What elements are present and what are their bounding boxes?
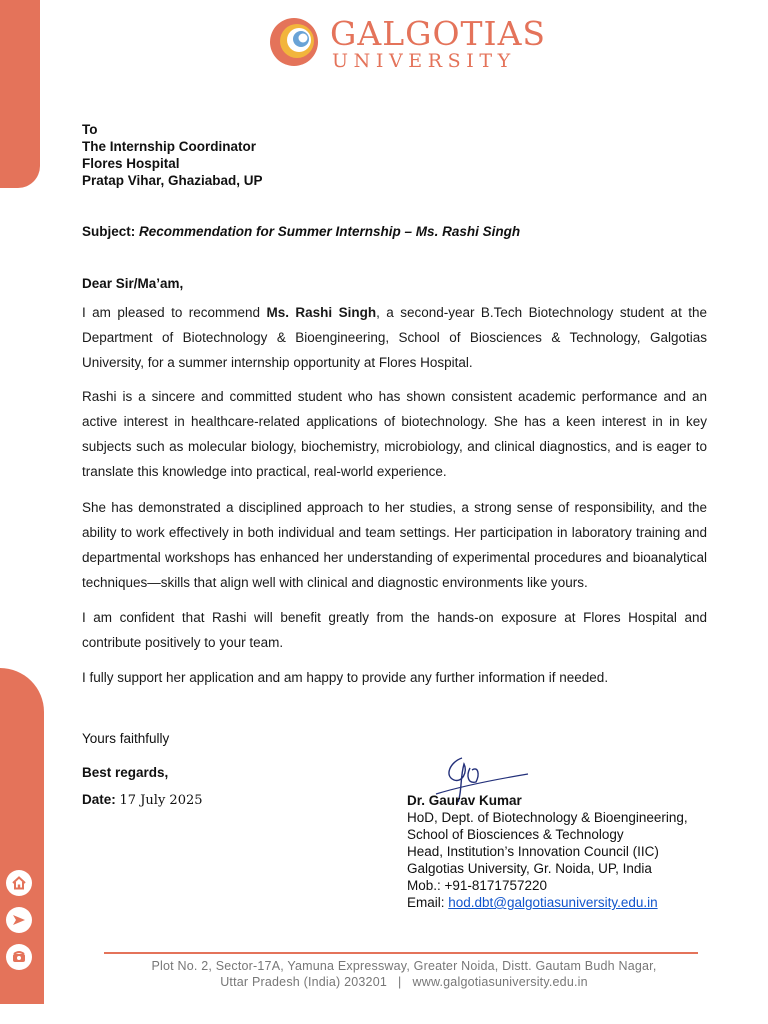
footer-line-2: Uttar Pradesh (India) 203201 | www.galgotiasuniversity.edu.in (220, 975, 588, 989)
university-logo (266, 12, 547, 72)
subject-text: Recommendation for Summer Internship – Ms. Rashi Singh (139, 224, 521, 239)
subject-label: Subject: (82, 224, 140, 239)
body-paragraph-1 (82, 300, 707, 375)
email-link[interactable]: hod.dbt@galgotiasuniversity.edu.in (448, 895, 658, 910)
signatory-block (407, 792, 688, 911)
signatory-title: Galgotias University, Gr. Noida, UP, India (407, 861, 652, 876)
signatory-title: School of Biosciences & Technology (407, 827, 624, 842)
salutation: Dear Sir/Ma’am, (82, 276, 184, 291)
signatory-name: Dr. Gaurav Kumar (407, 793, 522, 808)
signatory-mobile: Mob.: +91-8171757220 (407, 878, 547, 893)
date-label: Date: (82, 792, 116, 807)
recipient-line: The Internship Coordinator (82, 139, 256, 154)
logo-text-galgotias: GALGOTIAS (330, 14, 547, 53)
body-paragraph-3: She has demonstrated a disciplined approach to her studies, a strong sense of responsibility, and the ability to work effectively in both individual and team settings. Her participation in laboratory training and departmental workshops has enhanced her understanding of experimental procedures and bioanalytical techniques—skills that align well with clinical and diagnostic environments like yours. (82, 500, 707, 590)
signatory-title: HoD, Dept. of Biotechnology & Bioengineering, (407, 810, 688, 825)
footer-address (100, 958, 708, 990)
recipient-line: To (82, 122, 98, 137)
signatory-title: Head, Institution’s Innovation Council (IIC) (407, 844, 659, 859)
footer-line-1: Plot No. 2, Sector-17A, Yamuna Expressway, Greater Noida, Distt. Gautam Budh Nagar, (151, 959, 657, 973)
closing-best-regards: Best regards, (82, 765, 169, 780)
p1-text-after: , a second-year B.Tech Biotechnology student at the Department of Biotechnology & Bioengineering, School of Biosciences & Technology, Galgotias University, for a summer internship opportunity at Flores Hospital. (82, 305, 708, 370)
subject-line (82, 224, 520, 239)
date-line (82, 792, 203, 808)
home-icon (6, 870, 32, 896)
recipient-line: Pratap Vihar, Ghaziabad, UP (82, 173, 263, 188)
logo-text-university: UNIVERSITY (332, 50, 516, 72)
footer-divider (104, 952, 698, 954)
p1-text-before: I am pleased to recommend (82, 305, 267, 320)
student-name: Ms. Rashi Singh (266, 305, 377, 320)
recipient-address (82, 121, 263, 189)
body-paragraph-4: I am confident that Rashi will benefit greatly from the hands-on exposure at Flores Hospital and contribute positively to your team. (82, 610, 707, 650)
phone-icon (6, 944, 32, 970)
body-paragraph-2: Rashi is a sincere and committed student who has shown consistent academic performance and an active interest in healthcare-related applications of biotechnology. She has a keen interest in in key subjects such as molecular biology, biochemistry, microbiology, and clinical diagnostics, and is eager to translate this knowledge into practical, real-world experience. (82, 389, 707, 479)
body-paragraph-5: I fully support her application and am happy to provide any further information if needed. (82, 670, 609, 685)
closing-yours-faithfully: Yours faithfully (82, 731, 170, 746)
recipient-line: Flores Hospital (82, 156, 180, 171)
email-label: Email: (407, 895, 449, 910)
date-value: 17 July 2025 (119, 793, 203, 808)
left-accent-bar-top (0, 0, 40, 188)
logo-emblem-icon (266, 14, 322, 70)
send-icon (6, 907, 32, 933)
signatory-email-line (407, 894, 688, 911)
